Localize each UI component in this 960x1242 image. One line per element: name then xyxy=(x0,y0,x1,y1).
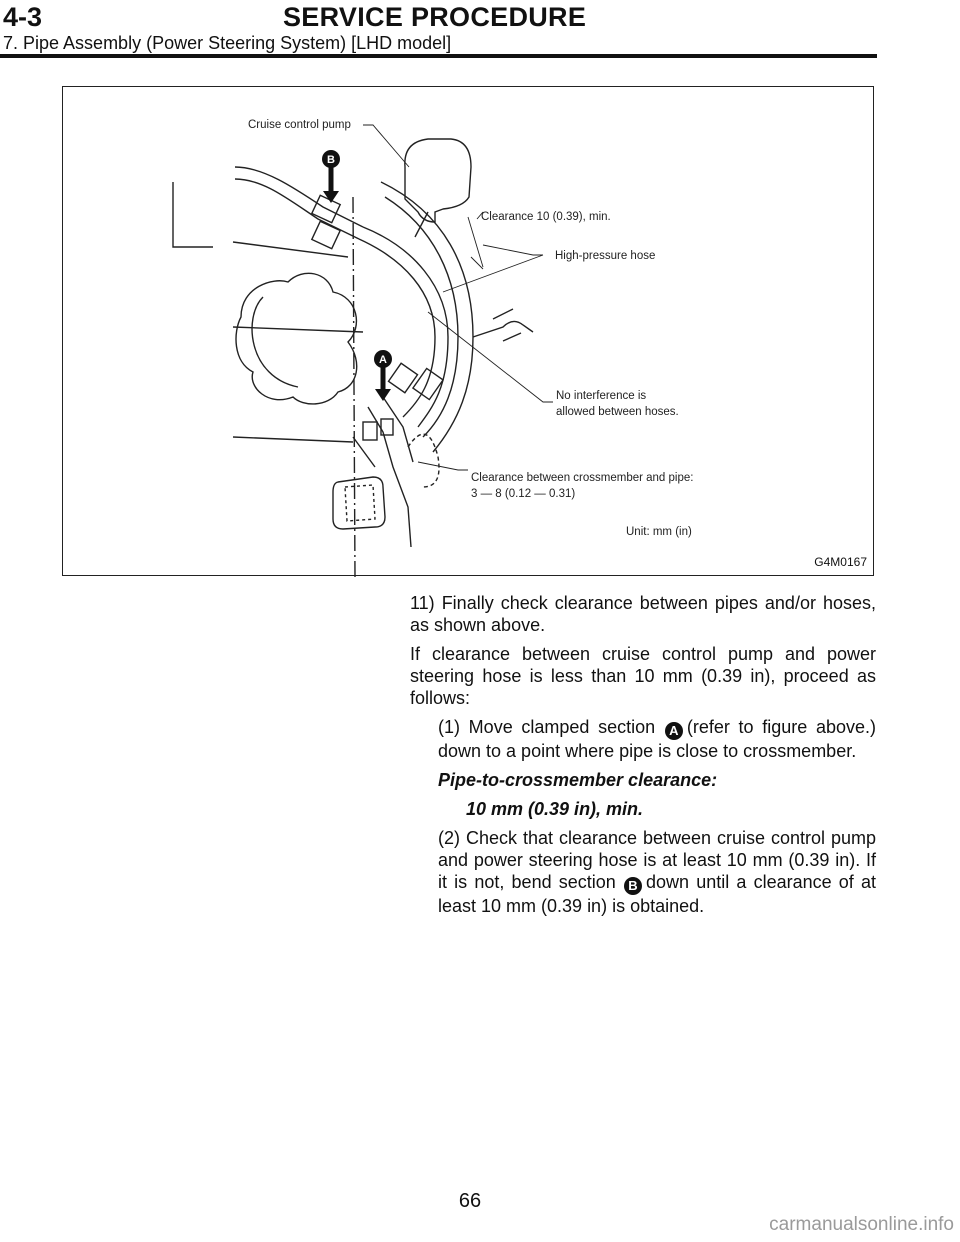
mark-b-label: B xyxy=(327,154,335,166)
mark-a-label: A xyxy=(379,354,387,366)
step-11: 11) Finally check clearance between pipes and/or hoses, as shown above. xyxy=(410,593,876,635)
substep-1-text-b: (refer to figure above.) down to a point where pipe is close to crossmember. xyxy=(438,717,876,761)
section-b-marker: B xyxy=(624,877,642,895)
spec-value: 10 mm (0.39 in), min. xyxy=(466,799,644,819)
substep-2-text-a: (2) Check that clearance between cruise control pump and power steering hose is at least 10 mm (0.39 in). If it is not, bend section xyxy=(438,828,876,892)
spec-label: Pipe-to-crossmember clearance: xyxy=(438,770,718,790)
substep-1 xyxy=(410,716,876,762)
procedure-text xyxy=(410,592,876,924)
label-no-interference-1: No interference is xyxy=(556,390,647,402)
label-clearance-min: Clearance 10 (0.39), min. xyxy=(481,211,611,223)
page-subtitle: 7. Pipe Assembly (Power Steering System) [LHD model] xyxy=(3,33,452,53)
label-no-interference-2: allowed between hoses. xyxy=(556,406,679,418)
figure-id: G4M0167 xyxy=(814,555,867,569)
watermark-link[interactable]: carmanualsonline.info xyxy=(769,1214,954,1235)
figure-diagram xyxy=(62,86,874,576)
label-crossmember-1: Clearance between crossmember and pipe: xyxy=(471,472,694,484)
substep-2 xyxy=(410,827,876,917)
label-cruise-pump: Cruise control pump xyxy=(248,119,351,131)
header-rule xyxy=(0,54,877,58)
page-number: 66 xyxy=(458,1190,482,1212)
pipe-assembly-diagram xyxy=(63,87,875,577)
label-unit: Unit: mm (in) xyxy=(626,526,692,538)
section-a-marker: A xyxy=(665,722,683,740)
substep-2-text-b: down until a clearance of at least 10 mm (0.39 in) is obtained. xyxy=(438,872,876,916)
substep-1-text-a: (1) Move clamped section xyxy=(438,717,656,737)
section-number: 4-3 xyxy=(3,2,43,32)
page-title: SERVICE PROCEDURE xyxy=(283,2,587,32)
label-crossmember-2: 3 — 8 (0.12 — 0.31) xyxy=(471,488,576,500)
label-high-pressure-hose: High-pressure hose xyxy=(555,250,656,262)
condition-paragraph: If clearance between cruise control pump and power steering hose is less than 10 mm (0.39 in), proceed as follows: xyxy=(410,644,876,708)
